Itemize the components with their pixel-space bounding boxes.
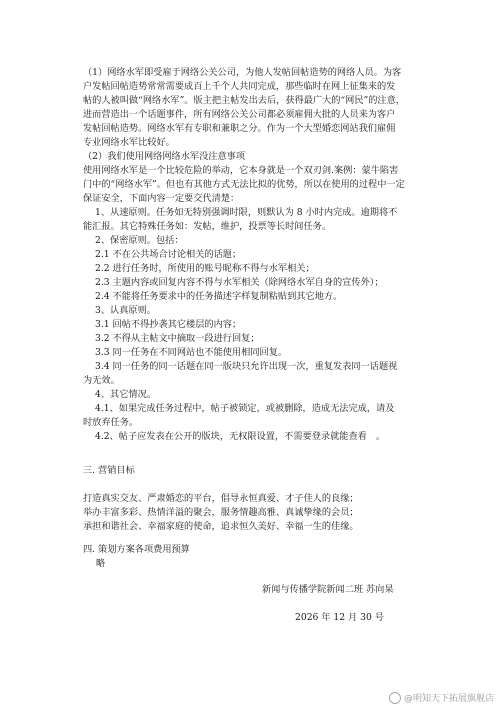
rule-line: 能汇报。其它特殊任务如：发帖，维护，投票等长时间任务。: [83, 221, 332, 232]
rule-item: 为无效。: [83, 375, 120, 386]
rule-item: 2.1 不在公共场合讨论相关的话题；: [95, 249, 242, 260]
watermark: [389, 691, 494, 704]
rule-item: 时放弃任务。: [83, 417, 139, 428]
author-line: 新闻与传播学院新闻二班 苏向杲: [262, 584, 394, 595]
section-body: 略: [96, 558, 106, 569]
rule-item: 2.3 主题内容或回复内容不得与水军相关（除网络水军自身的宣传外）；: [95, 277, 384, 288]
rule-item: 3.1 回帖不得抄袭其它楼层的内容；: [95, 319, 242, 330]
section-heading: 三. 营销目标: [83, 465, 135, 476]
rule-heading: 4、其它情况。: [95, 389, 156, 400]
goal-line: 打造真实交友、严肃婚恋的平台，倡导永恒真爱、才子佳人的良缘；: [83, 493, 359, 504]
rule-item: 3.4 同一任务的同一话题在同一版块只允许出现一次，重复发表同一话题视: [95, 361, 398, 372]
paragraph-line: 专业网络水军比较好。: [83, 137, 175, 148]
rule-item: 2.4 不能将任务要求中的任务描述字样复制粘贴到其它地方。: [95, 291, 343, 302]
rule-line: 1、从速原则。任务如无特别强调时限，则默认为 8 小时内完成。逾期将不: [95, 207, 398, 218]
rule-item: 4.2、帖子应发表在公开的版块，无权限设置，不需要登录就能查看 。: [95, 431, 386, 442]
paragraph-line: 帖的人被叫做“网络水军”。版主把主帖发出去后，获得最广大的“网民”的注意，: [83, 95, 405, 106]
date-line: 2026 年 12 月 30 号: [295, 612, 384, 623]
goal-line: 承担和谐社会、幸福家庭的使命，追求恒久美好、幸福一生的佳缘。: [83, 521, 359, 532]
paragraph-line: 门中的“网络水军”。但也有其他方式无法比拟的优势，所以在使用的过程中一定: [83, 179, 405, 190]
rule-item: 2.2 进行任务时，所使用的账号昵称不得与水军相关；: [95, 263, 315, 274]
watermark-text: @明知天下拓展旗舰店: [403, 694, 494, 704]
paragraph-line: 使用网络水军是一个比较危险的举动，它本身就是一个双刃剑.案例：蒙牛陷害: [83, 165, 399, 176]
goal-line: 举办丰富多彩、热情洋溢的聚会，服务情趣高雅、真诚挚缘的会员；: [83, 507, 359, 518]
paragraph-line: （1）网络水军即受雇于网络公关公司，为他人发帖回帖造势的网络人员。为客: [83, 67, 402, 78]
rule-heading: 3、认真原则。: [95, 305, 156, 316]
subsection-heading: （2）我们使用网络网络水军没注意事项: [83, 151, 246, 162]
paragraph-line: 保证安全，下面内容一定要交代清楚：: [83, 193, 240, 204]
paragraph-line: 进而营造出一个话题事件，所有网络公关公司都必须雇佣大批的人员来为客户: [83, 109, 396, 120]
paragraph-line: 发帖回帖造势。网络水军有专职和兼职之分。作为一个大型婚恋网站我们雇佣: [83, 123, 396, 134]
rule-item: 4.1、如果完成任务过程中，帖子被锁定，或被删除，造成无法完成，请及: [95, 403, 395, 414]
rule-item: 3.3 同一任务在不同网站也不能使用相同回复。: [95, 347, 288, 358]
watermark-logo-icon: [389, 692, 401, 704]
rule-item: 3.2 不得从主帖文中摘取一段进行回复；: [95, 333, 260, 344]
rule-heading: 2、保密原则。包括：: [95, 235, 184, 246]
paragraph-line: 户发帖回帖造势常常需要成百上千个人共同完成，那些临时在网上征集来的发: [83, 81, 396, 92]
section-heading: 四. 策划方案各项费用预算: [83, 544, 190, 555]
